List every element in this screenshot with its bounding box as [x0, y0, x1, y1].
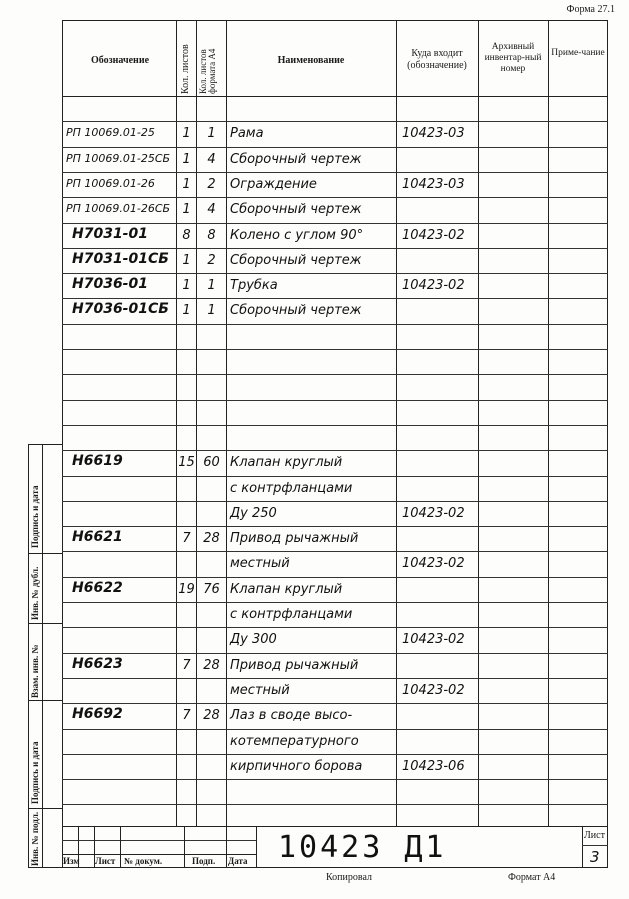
- row-line: [62, 703, 608, 704]
- row-line: [62, 729, 608, 730]
- row-line: [62, 653, 608, 654]
- col-line-4: [396, 20, 397, 826]
- sheet-label: Лист: [584, 830, 605, 841]
- cell-sheets: 7: [182, 531, 191, 547]
- form-label: Форма 27.1: [566, 4, 615, 15]
- row-line: [62, 476, 608, 477]
- cell-designation: Н7036-01СБ: [72, 301, 169, 318]
- side-sep-3: [28, 700, 62, 701]
- cell-sheets: 1: [182, 278, 191, 294]
- doc-number: 10423 Д1: [278, 830, 447, 865]
- cell-sheets-a4: 4: [207, 202, 216, 218]
- row-line: [62, 526, 608, 527]
- cell-sheets-a4: 1: [207, 126, 216, 142]
- side-sep-1: [28, 553, 62, 554]
- cell-sheets-a4: 76: [203, 581, 220, 597]
- cell-sheets-a4: 28: [203, 531, 220, 547]
- cell-name: Ду 300: [230, 632, 277, 648]
- row-line: [62, 501, 608, 502]
- cell-name: Ограждение: [230, 176, 317, 192]
- row-line: [62, 450, 608, 451]
- cell-where-used: 10423-02: [402, 556, 465, 572]
- cell-name: Ду 250: [230, 505, 277, 521]
- cell-where-used: 10423-02: [402, 227, 465, 243]
- row-line: [62, 121, 608, 122]
- cell-sheets: 7: [182, 657, 191, 673]
- cell-sheets-a4: 4: [207, 151, 216, 167]
- cell-sheets-a4: 2: [207, 252, 216, 268]
- row-line: [62, 172, 608, 173]
- row-line: [62, 324, 608, 325]
- cell-designation: Н6623: [72, 655, 123, 672]
- col-line-3: [226, 20, 227, 826]
- cell-sheets-a4: 8: [207, 227, 216, 243]
- tb-label-change: Изм: [63, 856, 80, 866]
- tb-col-3: [120, 826, 121, 868]
- cell-name: Лаз в своде высо-: [230, 708, 353, 724]
- header-bottom-line: [62, 96, 608, 97]
- cell-name: с контрфланцами: [230, 480, 353, 496]
- row-line: [62, 223, 608, 224]
- tb-col-6: [256, 826, 257, 868]
- cell-designation: Н7031-01СБ: [72, 250, 169, 267]
- row-line: [62, 400, 608, 401]
- row-line: [62, 602, 608, 603]
- cell-name: Клапан круглый: [230, 581, 343, 597]
- row-line: [62, 349, 608, 350]
- cell-name: котемпературного: [230, 733, 359, 749]
- cell-name: Сборочный чертеж: [230, 151, 362, 167]
- sheet-number: 3: [590, 848, 600, 866]
- cell-where-used: 10423-03: [402, 176, 465, 192]
- cell-name: с контрфланцами: [230, 607, 353, 622]
- cell-name: Колено с углом 90°: [230, 227, 364, 243]
- cell-sheets: 1: [182, 126, 191, 142]
- cell-name: местный: [230, 556, 290, 572]
- cell-where-used: 10423-02: [402, 632, 465, 648]
- side-label-sign-date-2: Подпись и дата: [30, 741, 40, 804]
- cell-name: Сборочный чертеж: [230, 252, 362, 268]
- row-line: [62, 577, 608, 578]
- cell-sheets-a4: 1: [207, 278, 216, 294]
- row-line: [62, 298, 608, 299]
- header-where-used: Куда входит (обозначение): [407, 48, 467, 71]
- cell-sheets-a4: 28: [203, 708, 220, 724]
- side-label-replace-inv: Взам. инв. №: [30, 644, 40, 698]
- cell-name: Сборочный чертеж: [230, 303, 362, 319]
- cell-name: Сборочный чертеж: [230, 202, 362, 218]
- cell-designation: Н7031-01: [72, 225, 148, 242]
- side-stamp-divider: [42, 444, 43, 868]
- row-line: [62, 273, 608, 274]
- row-line: [62, 678, 608, 679]
- side-sep-4: [28, 808, 62, 809]
- cell-designation: Н6621: [72, 529, 123, 546]
- cell-sheets: 1: [182, 151, 191, 167]
- title-block-top: [62, 826, 608, 827]
- side-label-orig-inv: Инв. № подл.: [30, 811, 40, 866]
- cell-name: кирпичного борова: [230, 758, 363, 774]
- row-line: [62, 804, 608, 805]
- row-line: [62, 374, 608, 375]
- cell-name: Рама: [230, 126, 264, 142]
- tb-col-5: [226, 826, 227, 868]
- cell-designation: РП 10069.01-25СБ: [66, 151, 171, 165]
- header-sheets-a4: Кол. листов формата А4: [198, 48, 218, 94]
- header-designation: Обозначение: [90, 55, 150, 66]
- cell-name: Привод рычажный: [230, 657, 359, 673]
- cell-sheets: 1: [182, 202, 191, 218]
- row-line: [62, 627, 608, 628]
- cell-sheets-a4: 60: [203, 455, 220, 471]
- cell-sheets: 19: [178, 581, 195, 597]
- col-line-6: [548, 20, 549, 826]
- cell-where-used: 10423-02: [402, 682, 465, 698]
- cell-sheets: 1: [182, 176, 191, 192]
- cell-name: Трубка: [230, 278, 278, 294]
- row-line: [62, 197, 608, 198]
- cell-designation: Н6619: [72, 453, 123, 470]
- cell-name: Привод рычажный: [230, 531, 359, 547]
- cell-sheets: 1: [182, 252, 191, 268]
- cell-where-used: 10423-03: [402, 126, 465, 142]
- cell-name: Клапан круглый: [230, 455, 343, 471]
- row-line: [62, 147, 608, 148]
- footer-format: Формат А4: [508, 872, 556, 883]
- tb-label-sheet: Лист: [95, 856, 116, 866]
- col-line-5: [478, 20, 479, 826]
- tb-col-4: [184, 826, 185, 868]
- tb-label-sign: Подп.: [192, 856, 216, 866]
- cell-name: местный: [230, 682, 290, 698]
- cell-designation: Н6622: [72, 579, 123, 596]
- cell-where-used: 10423-02: [402, 278, 465, 294]
- cell-designation: РП 10069.01-26: [66, 176, 155, 190]
- cell-sheets-a4: 28: [203, 657, 220, 673]
- side-sep-2: [28, 623, 62, 624]
- side-label-dup-inv: Инв. № дубл.: [30, 566, 40, 620]
- row-line: [62, 779, 608, 780]
- cell-sheets: 1: [182, 303, 191, 319]
- row-line: [62, 754, 608, 755]
- cell-designation: Н6692: [72, 706, 123, 723]
- cell-sheets: 15: [178, 455, 195, 471]
- side-label-sign-date-1: Подпись и дата: [30, 485, 40, 548]
- cell-designation: РП 10069.01-26СБ: [66, 202, 171, 216]
- sheet-box-line: [582, 845, 608, 846]
- cell-designation: Н7036-01: [72, 276, 148, 293]
- cell-where-used: 10423-06: [402, 758, 465, 774]
- row-line: [62, 425, 608, 426]
- cell-designation: РП 10069.01-25: [66, 126, 155, 140]
- row-line: [62, 248, 608, 249]
- tb-col-7: [582, 826, 583, 868]
- header-name: Наименование: [277, 55, 345, 66]
- cell-sheets-a4: 1: [207, 303, 216, 319]
- cell-where-used: 10423-02: [402, 505, 465, 521]
- header-archive: Архивный инвентар-ный номер: [484, 42, 542, 74]
- footer-copied: Копировал: [326, 872, 372, 883]
- cell-sheets-a4: 2: [207, 176, 216, 192]
- cell-sheets: 8: [182, 227, 191, 243]
- tb-label-date: Дата: [228, 856, 248, 866]
- cell-sheets: 7: [182, 708, 191, 724]
- row-line: [62, 551, 608, 552]
- header-note: Приме-чание: [551, 48, 605, 58]
- header-sheets-count: Кол. листов: [180, 44, 191, 94]
- tb-label-docnum: № докум.: [124, 856, 163, 866]
